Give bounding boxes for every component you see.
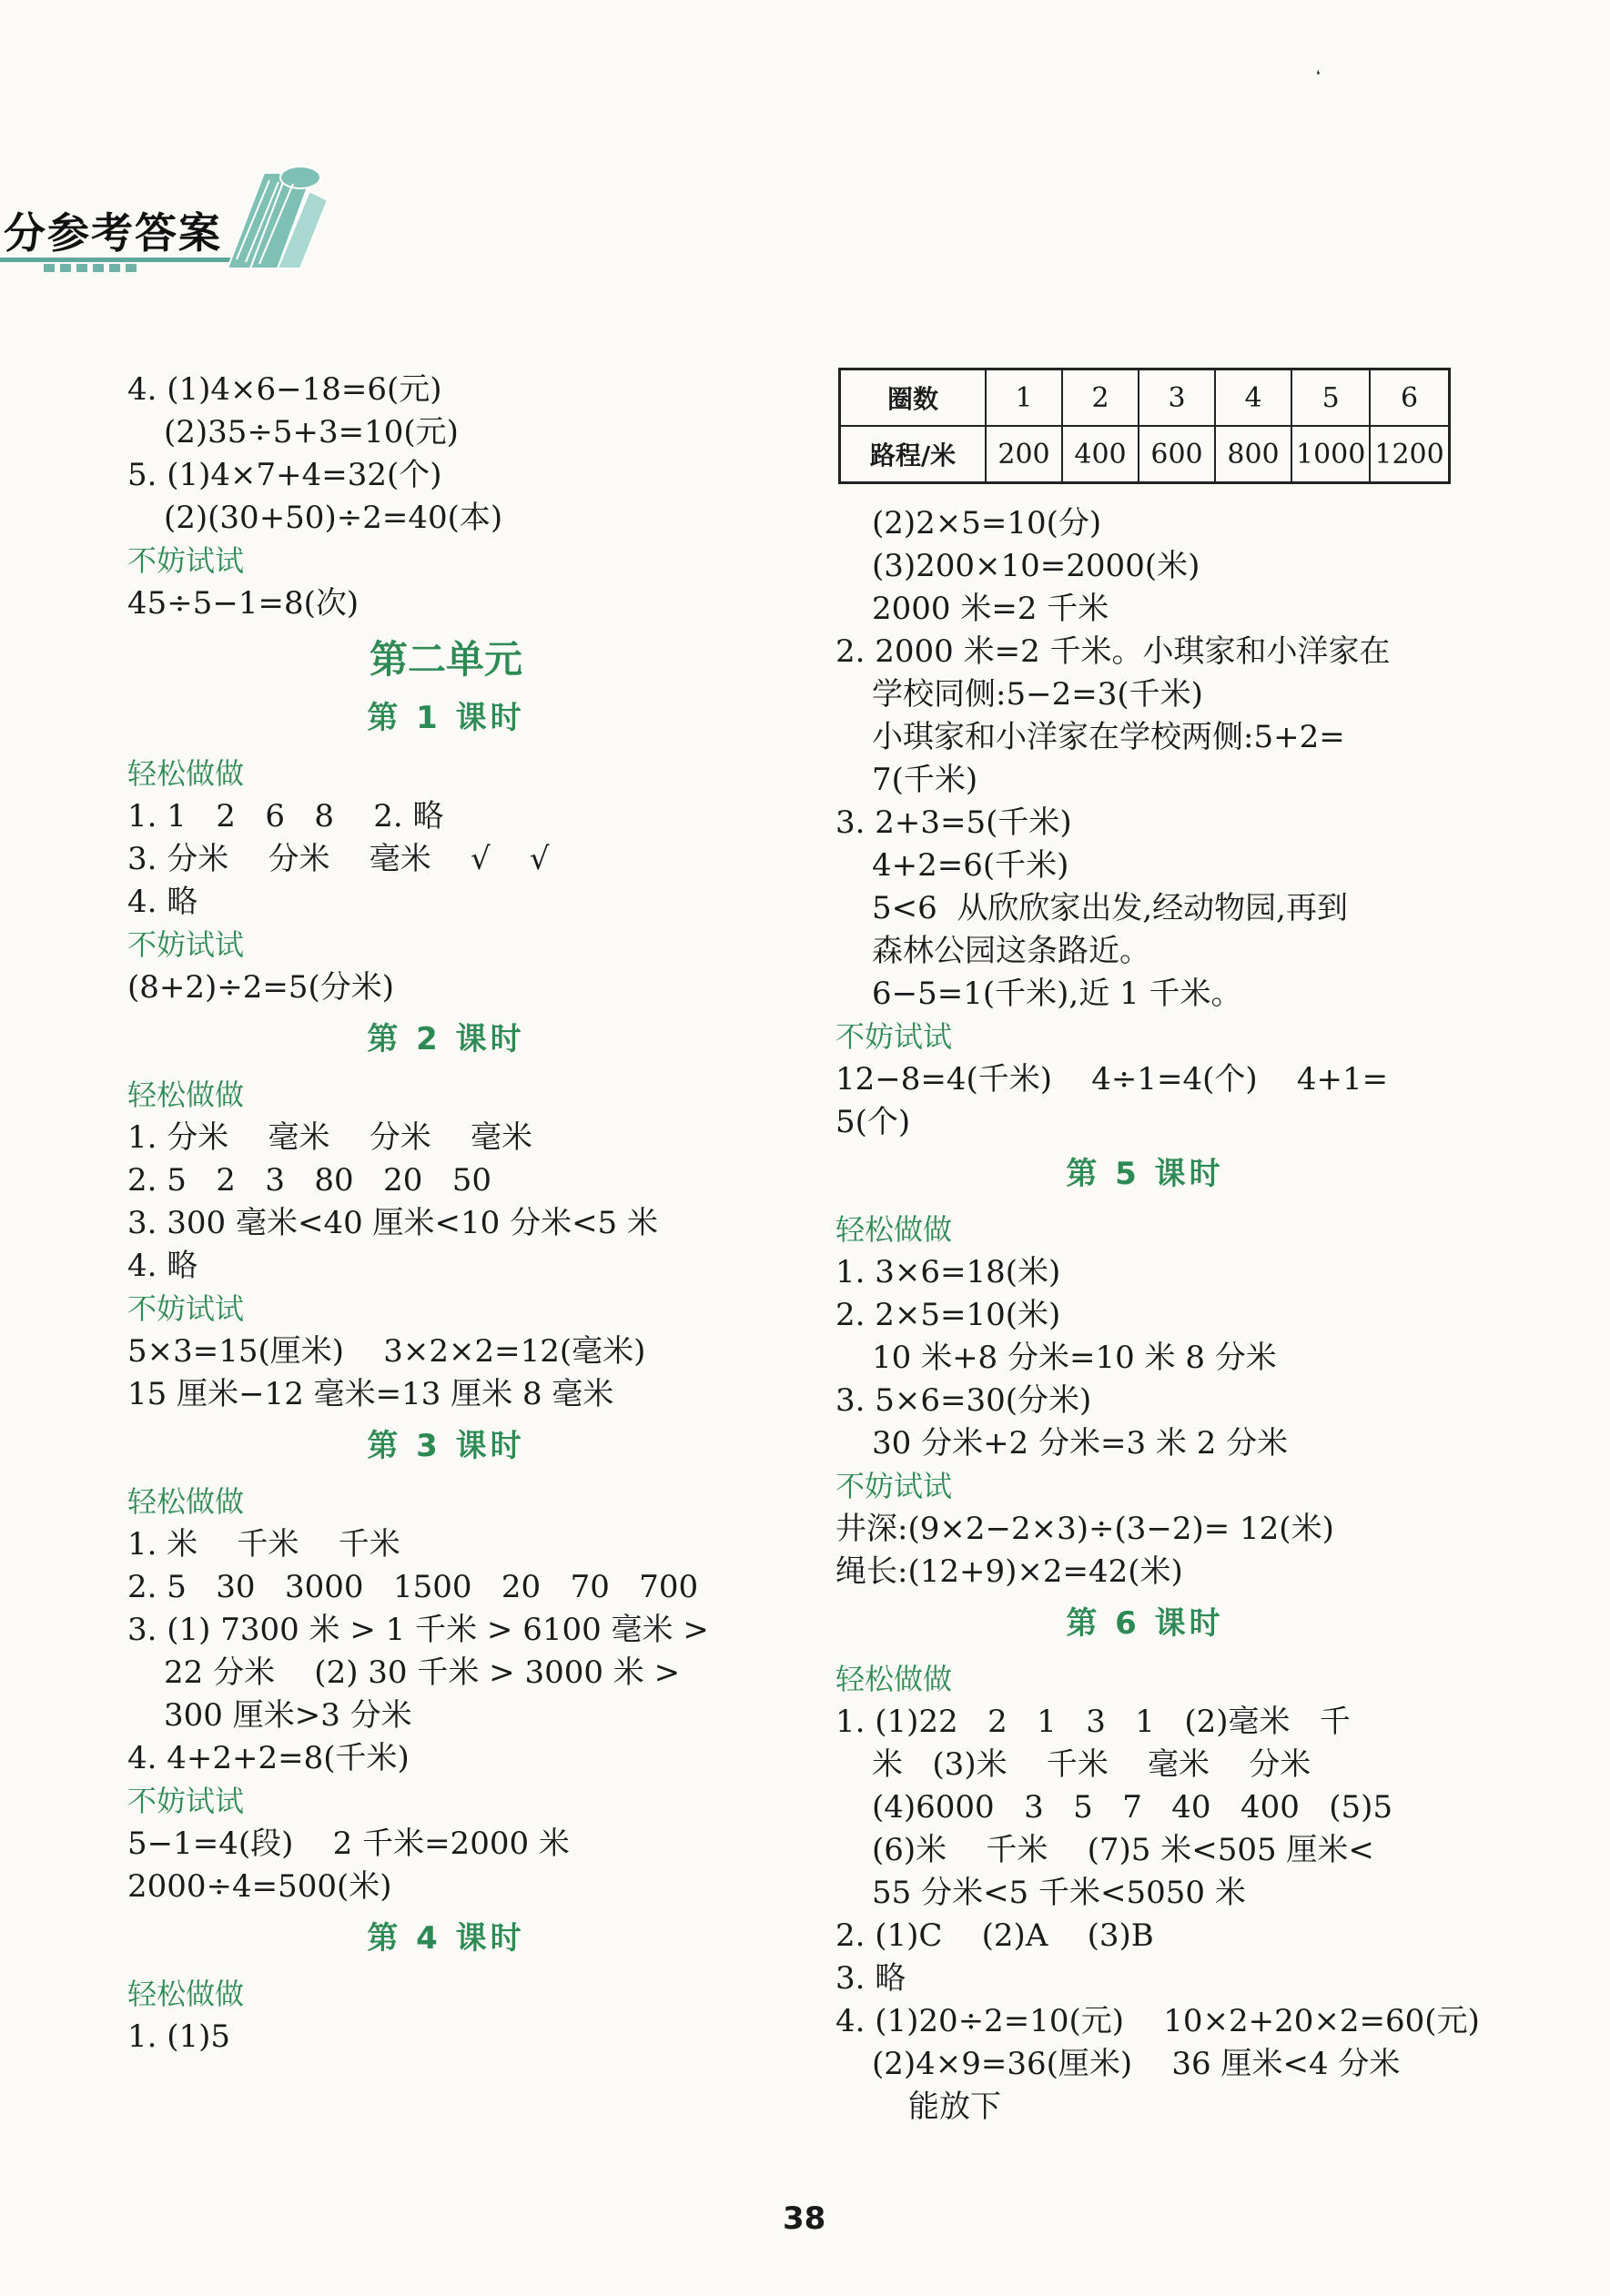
lesson-title: 第 1 课时 (367, 700, 525, 736)
lesson-title: 第 3 课时 (367, 1428, 525, 1464)
answer-line: 井深:(9×2−2×3)÷(3−2)= 12(米) (835, 1511, 1334, 1547)
answer-line: (6)米 千米 (7)5 米<505 厘米< (872, 1832, 1374, 1868)
table-cell: 400 (1062, 426, 1139, 483)
section-title: 分参考答案 (4, 208, 222, 258)
section-heading: 轻松做做 (835, 1212, 953, 1247)
answer-line: (4)6000 3 5 7 40 400 (5)5 (872, 1789, 1393, 1826)
table-cell: 1 (986, 369, 1062, 427)
answer-line: 2. 2×5=10(米) (835, 1297, 1061, 1333)
answer-line: 7(千米) (872, 762, 978, 798)
left-column (127, 369, 764, 2058)
right-column (835, 502, 1480, 2129)
answer-line: 10 米+8 分米=10 米 8 分米 (872, 1340, 1277, 1376)
answer-line: 2. 2000 米=2 千米。小琪家和小洋家在 (835, 633, 1391, 670)
scroll-decoration-icon (209, 164, 337, 273)
answer-line: (2)35÷5+3=10(元) (164, 414, 459, 450)
table-row (840, 369, 1450, 427)
answer-line: 300 厘米>3 分米 (164, 1697, 412, 1734)
answer-line: 55 分米<5 千米<5050 米 (872, 1875, 1246, 1911)
section-heading: 轻松做做 (835, 1662, 953, 1696)
title-dots (44, 264, 137, 272)
print-mark: ❛ (1316, 68, 1321, 83)
lesson-title: 第 5 课时 (1066, 1156, 1224, 1192)
answer-line: (2)(30+50)÷2=40(本) (164, 500, 503, 536)
answer-line: 30 分米+2 分米=3 米 2 分米 (872, 1425, 1289, 1462)
answer-line: 5−1=4(段) 2 千米=2000 米 (127, 1826, 570, 1862)
table-cell: 800 (1215, 426, 1291, 483)
table-cell: 5 (1291, 369, 1370, 427)
section-heading: 不妨试试 (835, 1019, 953, 1054)
answer-line: 5. (1)4×7+4=32(个) (127, 457, 442, 493)
laps-distance-table (838, 368, 1451, 484)
answer-line: 3. 5×6=30(分米) (835, 1382, 1092, 1419)
answer-line: (2)2×5=10(分) (872, 505, 1102, 541)
section-heading: 轻松做做 (127, 1977, 245, 2011)
section-heading: 轻松做做 (127, 1077, 245, 1112)
answer-line: 2000÷4=500(米) (127, 1868, 392, 1905)
answer-line: 能放下 (908, 2089, 1001, 2125)
answer-line: 1. (1)5 (127, 2018, 231, 2055)
lesson-title: 第 6 课时 (1066, 1605, 1224, 1642)
answer-line: 3. 略 (835, 1960, 906, 1997)
answer-line: 小琪家和小洋家在学校两侧:5+2= (872, 719, 1345, 755)
answer-line: 45÷5−1=8(次) (127, 585, 359, 622)
answer-line: 2000 米=2 千米 (872, 591, 1109, 627)
answer-line: 6−5=1(千米),近 1 千米。 (872, 976, 1242, 1012)
answer-line: 4. 略 (127, 884, 198, 920)
unit-title: 第二单元 (369, 637, 522, 682)
answer-line: 22 分米 (2) 30 千米 > 3000 米 > (164, 1654, 681, 1691)
answer-line: 1. 分米 毫米 分米 毫米 (127, 1119, 532, 1156)
table-cell: 3 (1139, 369, 1215, 427)
section-heading: 轻松做做 (127, 756, 245, 791)
table-cell: 2 (1062, 369, 1139, 427)
answer-line: 5<6 从欣欣家出发,经动物园,再到 (872, 890, 1348, 926)
answer-line: 学校同侧:5−2=3(千米) (872, 676, 1203, 713)
answer-line: 1. (1)22 2 1 3 1 (2)毫米 千 (835, 1704, 1351, 1740)
answer-line: (8+2)÷2=5(分米) (127, 969, 395, 1006)
answer-line: 4. 略 (127, 1248, 198, 1284)
section-heading: 不妨试试 (127, 1291, 245, 1326)
table-header-cell: 圈数 (840, 369, 987, 427)
table-cell: 1000 (1291, 426, 1370, 483)
table-header-cell: 路程/米 (840, 426, 987, 483)
answer-line: 15 厘米−12 毫米=13 厘米 8 毫米 (127, 1376, 614, 1412)
answer-line: 4. (1)4×6−18=6(元) (127, 371, 442, 408)
answer-line: (2)4×9=36(厘米) 36 厘米<4 分米 (872, 2046, 1401, 2082)
section-heading: 不妨试试 (835, 1469, 953, 1503)
answer-line: 4+2=6(千米) (872, 847, 1069, 884)
section-heading: 轻松做做 (127, 1484, 245, 1519)
answer-line: 1. 米 千米 千米 (127, 1526, 400, 1563)
lesson-title: 第 2 课时 (367, 1021, 525, 1057)
answer-line: 4. 4+2+2=8(千米) (127, 1740, 410, 1776)
answer-line: 1. 1 2 6 8 2. 略 (127, 798, 444, 834)
answer-line: 米 (3)米 千米 毫米 分米 (872, 1746, 1311, 1783)
section-heading: 不妨试试 (127, 543, 245, 578)
table-cell: 4 (1215, 369, 1291, 427)
answer-line: 3. 分米 分米 毫米 √ √ (127, 841, 550, 877)
answer-line: 5(个) (835, 1104, 911, 1140)
answer-line: 3. 2+3=5(千米) (835, 804, 1072, 841)
table-cell: 6 (1370, 369, 1449, 427)
table-row (840, 426, 1450, 483)
answer-line: 森林公园这条路近。 (872, 933, 1150, 969)
section-heading: 不妨试试 (127, 1784, 245, 1818)
answer-line: 5×3=15(厘米) 3×2×2=12(毫米) (127, 1333, 646, 1370)
page-number: 38 (783, 2200, 826, 2237)
lesson-title: 第 4 课时 (367, 1920, 525, 1957)
answer-line: 2. 5 2 3 80 20 50 (127, 1162, 492, 1199)
table-cell: 600 (1139, 426, 1215, 483)
table-cell: 200 (986, 426, 1062, 483)
answer-line: 12−8=4(千米) 4÷1=4(个) 4+1= (835, 1061, 1389, 1097)
answer-line: 3. (1) 7300 米 > 1 千米 > 6100 毫米 > (127, 1612, 709, 1648)
answer-line: 2. (1)C (2)A (3)B (835, 1917, 1154, 1954)
answer-line: 1. 3×6=18(米) (835, 1254, 1061, 1290)
answer-line: 3. 300 毫米<40 厘米<10 分米<5 米 (127, 1205, 658, 1241)
answer-line: 4. (1)20÷2=10(元) 10×2+20×2=60(元) (835, 2003, 1480, 2039)
section-heading: 不妨试试 (127, 927, 245, 962)
answer-line: (3)200×10=2000(米) (872, 548, 1200, 584)
table-cell: 1200 (1370, 426, 1449, 483)
answer-line: 2. 5 30 3000 1500 20 70 700 (127, 1569, 699, 1605)
answer-line: 绳长:(12+9)×2=42(米) (835, 1553, 1183, 1590)
